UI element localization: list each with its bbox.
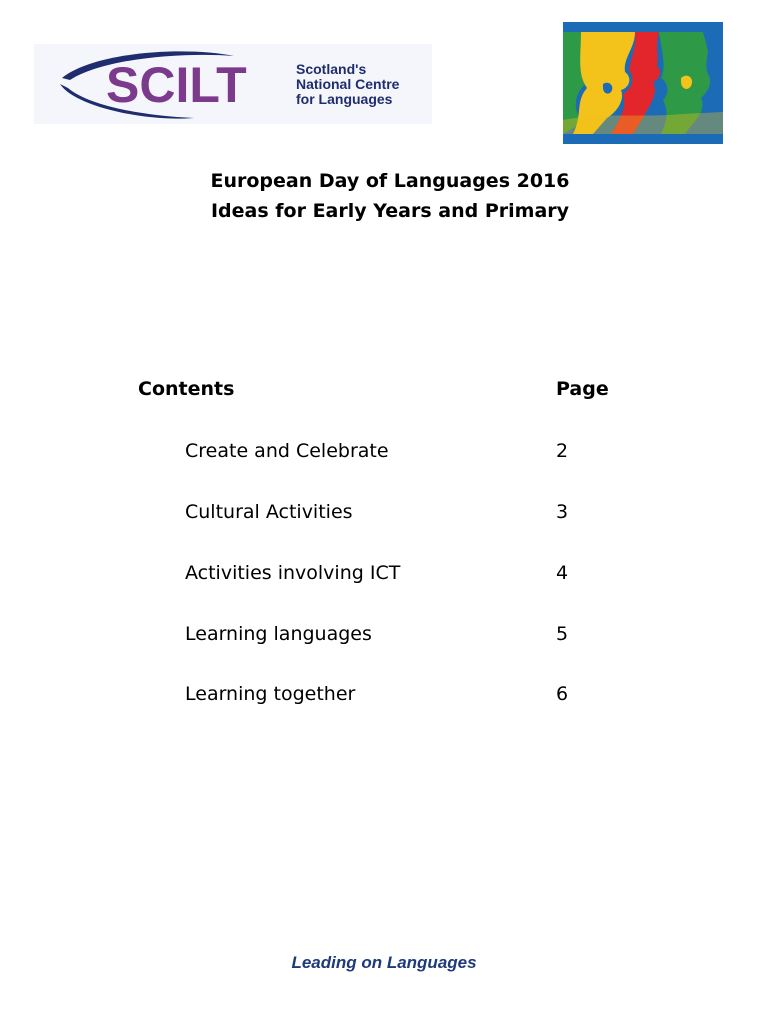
contents-item-page: 4: [556, 562, 569, 584]
contents-item-label: Cultural Activities: [185, 501, 353, 523]
contents-item-label: Learning languages: [185, 623, 372, 645]
contents-item-page: 5: [556, 623, 569, 645]
scilt-tagline-line1: Scotland's: [296, 61, 367, 77]
scilt-wordmark: SCILT: [106, 57, 247, 113]
page-heading: Page: [556, 378, 609, 400]
contents-item-page: 6: [556, 683, 569, 705]
scilt-tagline-line2: National Centre: [296, 76, 400, 92]
title-line-2: Ideas for Early Years and Primary: [210, 200, 570, 222]
scilt-tagline-line3: for Languages: [296, 91, 393, 107]
contents-item-label: Learning together: [185, 683, 356, 705]
contents-item-label: Activities involving ICT: [185, 562, 401, 584]
title-line-1: European Day of Languages 2016: [210, 170, 570, 192]
contents-item-page: 3: [556, 501, 569, 523]
contents-item-label: Create and Celebrate: [185, 440, 389, 462]
contents-heading: Contents: [138, 378, 235, 400]
contents-item-page: 2: [556, 440, 569, 462]
footer-tagline: Leading on Languages: [291, 953, 477, 972]
